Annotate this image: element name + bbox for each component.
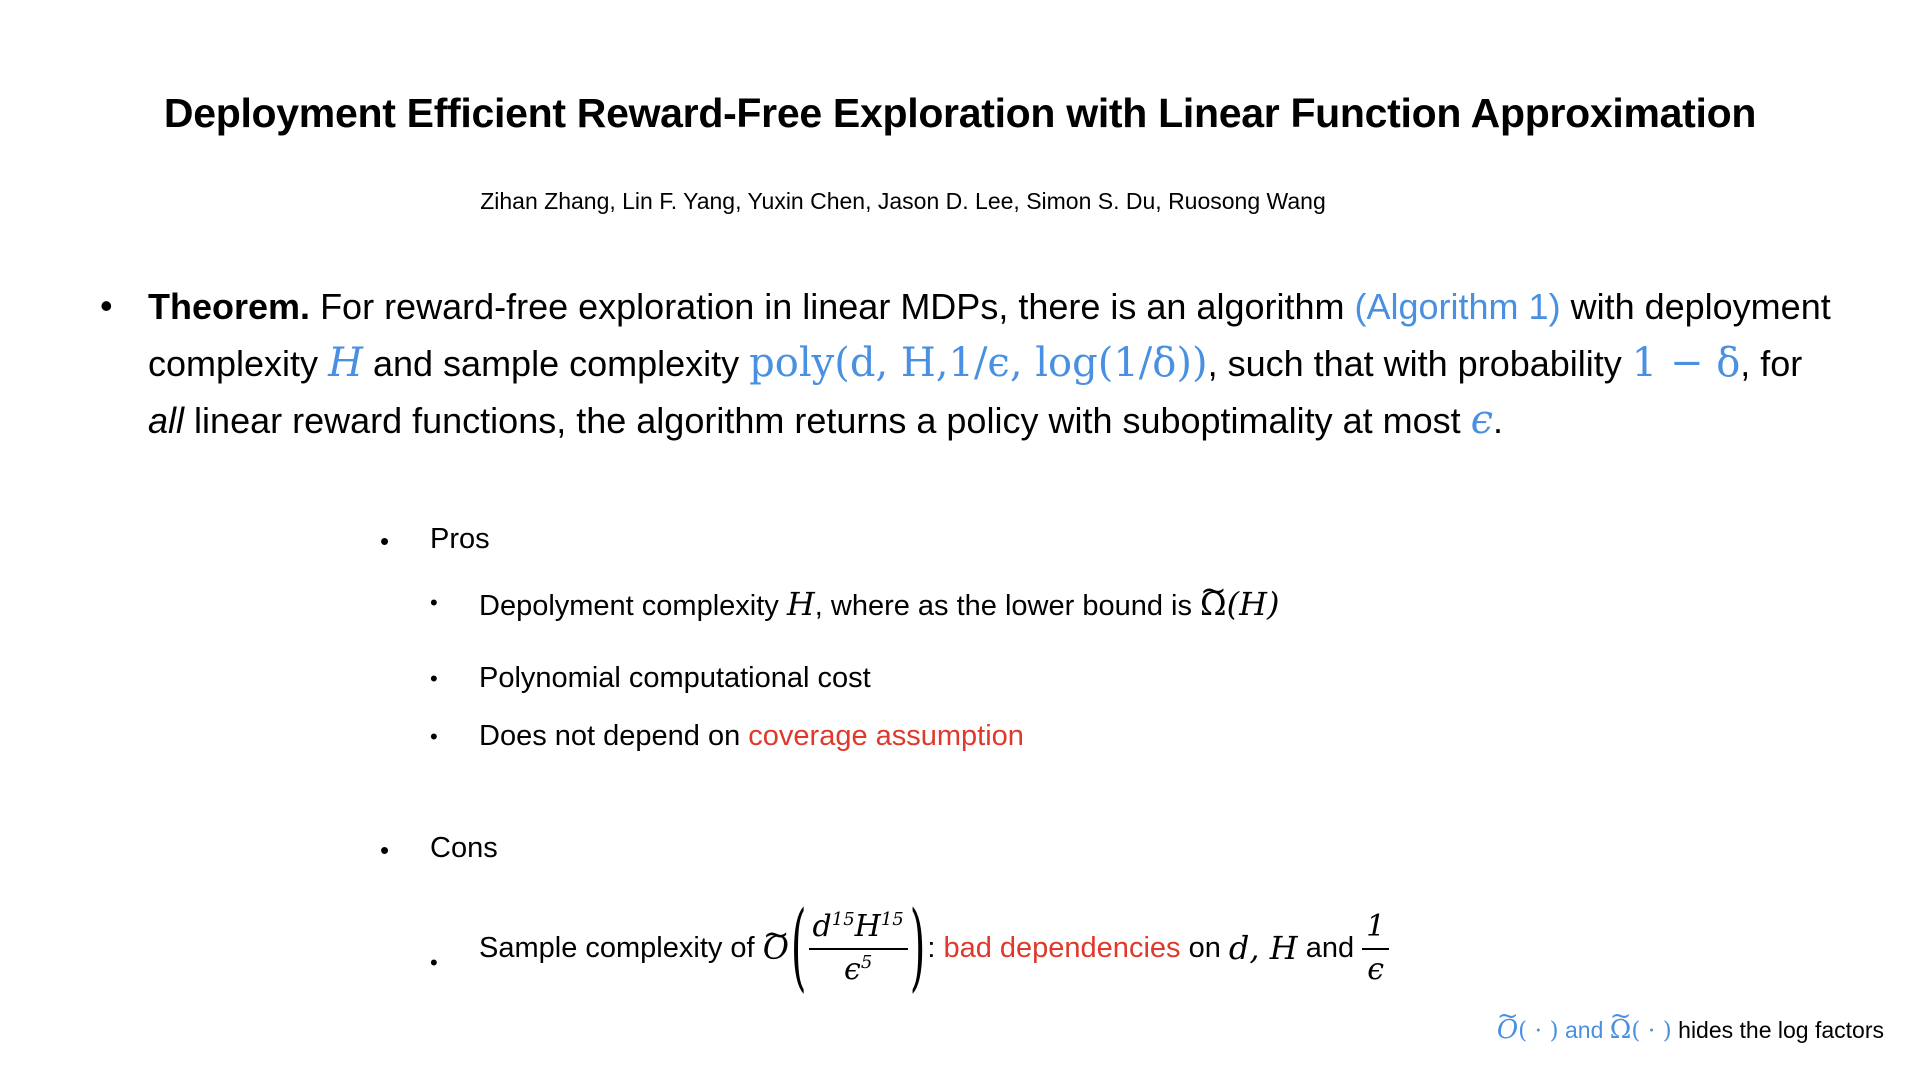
o-tilde-math: ~ O bbox=[763, 929, 789, 967]
pros-item-dot: • bbox=[430, 666, 438, 691]
num-H-exp: 15 bbox=[880, 909, 904, 930]
theorem-text-2: with deployment complexity bbox=[148, 286, 1831, 384]
colon: : bbox=[927, 931, 936, 964]
omega-tilde-math: ~ Ω bbox=[1200, 585, 1227, 623]
theorem-text-3: and sample complexity bbox=[372, 343, 740, 384]
theorem-text-4: , such that with probability bbox=[1207, 343, 1622, 384]
pros-item-dot: • bbox=[430, 590, 438, 615]
sample-complexity-fraction bbox=[809, 909, 908, 987]
theorem-text-7: . bbox=[1493, 400, 1504, 441]
bullet-dot: • bbox=[100, 285, 113, 326]
cons-bullet-dot: • bbox=[380, 835, 390, 865]
deployment-complexity-math: H bbox=[328, 340, 363, 386]
theorem-text-6: linear reward functions, the algorithm returns a policy with suboptimality at most bbox=[194, 400, 1461, 441]
pros-item-deployment-text-2: , where as the lower bound is bbox=[814, 590, 1192, 622]
epsilon-math: ϵ bbox=[1470, 397, 1494, 443]
probability-math: 1 − δ bbox=[1631, 340, 1741, 386]
frac-den: ϵ bbox=[1367, 952, 1385, 987]
pros-label: Pros bbox=[430, 523, 490, 555]
sample-complexity-math: poly(d, H,1/ϵ, log(1/δ)) bbox=[749, 340, 1208, 386]
pros-item-deployment-H: H bbox=[786, 585, 815, 623]
num-d-exp: 15 bbox=[831, 909, 855, 930]
theorem-label: Theorem. bbox=[148, 286, 311, 327]
omega-arg-math: (H) bbox=[1226, 585, 1280, 623]
one-over-eps-fraction bbox=[1362, 909, 1389, 987]
coverage-assumption-highlight: coverage assumption bbox=[748, 720, 1024, 752]
pros-item-coverage bbox=[479, 720, 1024, 753]
cons-item-sample-complexity bbox=[479, 893, 1389, 1003]
pros-bullet-dot: • bbox=[380, 526, 390, 556]
slide-title: Deployment Efficient Reward-Free Exploration with Linear Function Approximation bbox=[163, 90, 1757, 136]
num-d: d bbox=[812, 909, 832, 944]
footnote bbox=[1497, 1015, 1884, 1045]
left-paren: ( bbox=[790, 892, 807, 1004]
cons-label: Cons bbox=[430, 832, 498, 864]
pros-item-deployment bbox=[479, 585, 1279, 623]
pros-item-computational: Polynomial computational cost bbox=[479, 662, 871, 694]
author-list: Zihan Zhang, Lin F. Yang, Yuxin Chen, Jason D. Lee, Simon S. Du, Ruosong Wang bbox=[480, 188, 1326, 214]
footnote-omega-arg: ( ⋅ ) bbox=[1631, 1018, 1672, 1044]
frac-num: 1 bbox=[1362, 909, 1389, 950]
theorem-text bbox=[148, 279, 1848, 449]
algorithm-reference: (Algorithm 1) bbox=[1354, 286, 1561, 327]
footnote-o-tilde: ~ O bbox=[1497, 1015, 1518, 1045]
cons-item-text: Sample complexity of bbox=[479, 931, 755, 964]
footnote-text: hides the log factors bbox=[1678, 1017, 1884, 1043]
den-exp: 5 bbox=[860, 952, 873, 973]
cons-item-text-and: and bbox=[1305, 931, 1355, 964]
theorem-text-5: , for bbox=[1740, 343, 1803, 384]
pros-item-coverage-text: Does not depend on bbox=[479, 720, 741, 752]
footnote-o-arg: ( ⋅ ) bbox=[1518, 1018, 1559, 1044]
footnote-omega-tilde: ~ Ω bbox=[1610, 1015, 1632, 1045]
cons-item-text-on: on bbox=[1188, 931, 1221, 964]
emphasis-all: all bbox=[148, 400, 185, 441]
num-H: H bbox=[854, 909, 881, 944]
right-paren: ) bbox=[909, 892, 926, 1004]
footnote-and: and bbox=[1564, 1017, 1604, 1043]
cons-item-dot: • bbox=[430, 950, 438, 975]
pros-item-dot: • bbox=[430, 724, 438, 749]
bad-dependencies-highlight: bad dependencies bbox=[943, 931, 1181, 964]
den-eps: ϵ bbox=[844, 952, 861, 987]
theorem-text-1: For reward-free exploration in linear MDPs, there is an algorithm bbox=[320, 286, 1345, 327]
pros-item-deployment-text: Depolyment complexity bbox=[479, 590, 779, 622]
cons-vars-math: d, H bbox=[1228, 929, 1298, 967]
